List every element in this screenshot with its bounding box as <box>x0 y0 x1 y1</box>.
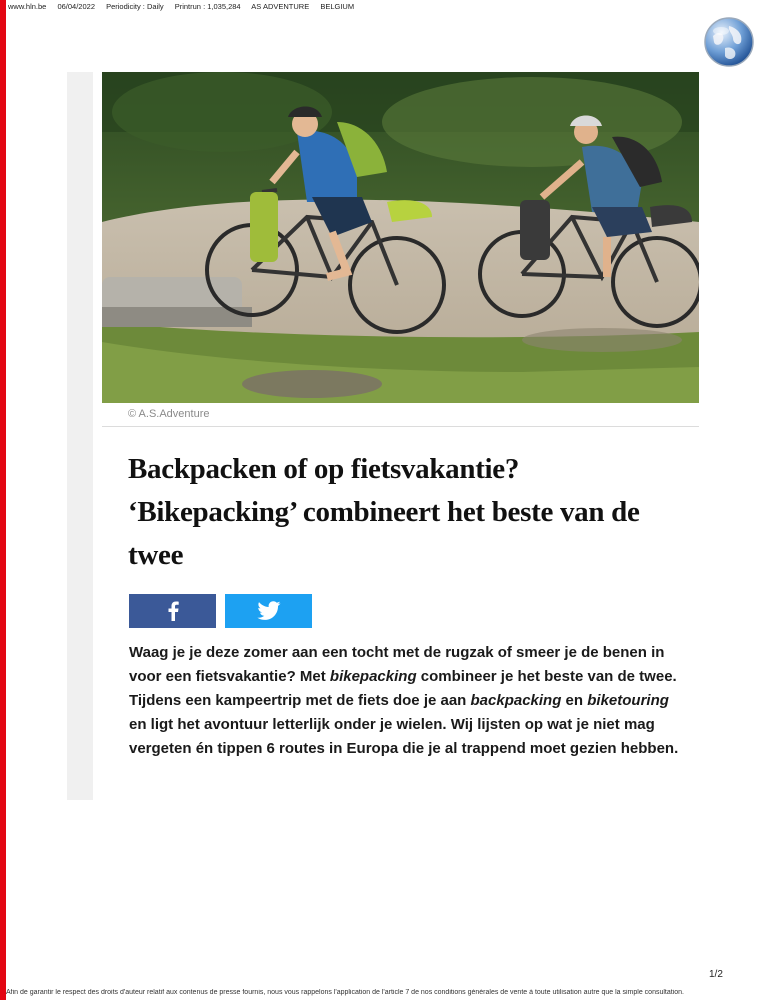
globe-icon <box>703 16 755 68</box>
left-red-bar <box>0 0 6 1000</box>
printrun: Printrun : 1,035,284 <box>174 2 241 11</box>
article-headline: Backpacken of op fietsvakantie? ‘Bikepacking’ combineert het beste van de twee <box>128 453 640 571</box>
intro-emphasis-bikepacking: bikepacking <box>329 668 417 685</box>
source-url: www.hln.be <box>8 2 47 11</box>
intro-text-3: en <box>561 692 588 709</box>
clipping-metadata <box>8 2 363 11</box>
country: BELGIUM <box>320 2 355 11</box>
intro-text-1: Waag je je deze zomer aan een tocht met de rugzak of smeer je de benen in voor een fietsvakantie? Met <box>129 644 665 685</box>
article-side-margin <box>67 72 93 800</box>
twitter-icon <box>257 601 281 621</box>
periodicity: Periodicity : Daily <box>106 2 164 11</box>
photo-credit: © A.S.Adventure <box>128 408 210 420</box>
client-name: AS ADVENTURE <box>251 2 310 11</box>
intro-text-2: combineer je het beste van de twee. Tijdens een kampeertrip met de fiets doe je aan <box>129 668 677 709</box>
intro-text-4: en ligt het avontuur letterlijk onder je wielen. Wij lijsten op wat je niet mag vergeten én tippen 6 routes in Europa die je al trappend moet gezien hebben. <box>129 716 679 757</box>
page-number: 1/2 <box>709 969 723 980</box>
facebook-icon <box>166 601 180 621</box>
divider-line <box>102 426 699 427</box>
article-photo-bikepackers <box>102 72 699 403</box>
copyright-notice: Afin de garantir le respect des droits d'auteur relatif aux contenus de presse fournis, nous vous rappelons l'application de l'article 7 de nos conditions générales de vente à toute utilisation autre que la simple consultation. <box>6 989 684 996</box>
intro-emphasis-biketouring: biketouring <box>587 692 669 709</box>
intro-emphasis-backpacking: backpacking <box>470 692 562 709</box>
facebook-share-button[interactable] <box>129 594 216 628</box>
publication-date: 06/04/2022 <box>57 2 95 11</box>
twitter-share-button[interactable] <box>225 594 312 628</box>
article-intro <box>129 641 689 761</box>
